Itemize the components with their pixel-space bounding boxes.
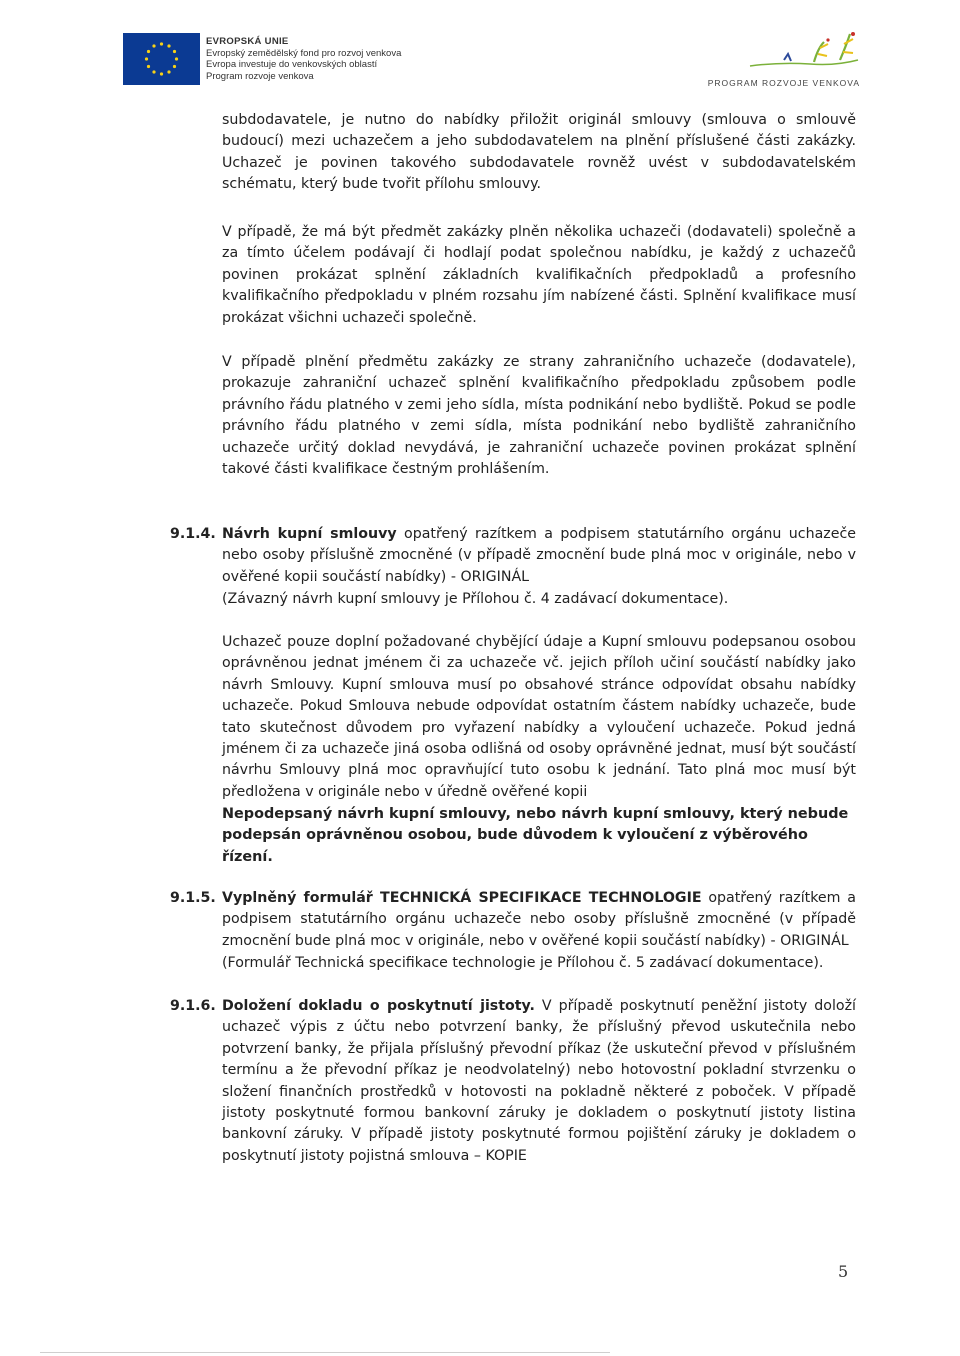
section-number-914: 9.1.4. [170,526,216,542]
page-number: 5 [838,1262,849,1281]
bottom-divider [40,1352,610,1353]
section-916-text: V případě poskytnutí peněžní jistoty doloží uchazeč výpis z účtu nebo potvrzení banky, že příslušný převod uskutečnila nebo potvrzení banky, že přijala příslušný převodní příkaz (že uskuteční převod v příslušném termínu a že převodní příkaz je neodvolatelný) nebo hotovostní pokladní stvrzenku o složení finančních prostředků v hotovosti na pokladně některé z poboček. V případě jistoty poskytnuté formou bankovní záruky je dokladem o poskytnutí jistoty listina bankovní záruky. V případě jistoty poskytnuté formou pojištění záruky je dokladem o poskytnutí jistoty pojistná smlouva – KOPIE [222,998,856,1164]
section-915-text: opatřený razítkem a podpisem statutárního orgánu uchazeče nebo osoby příslušně zmocněné (v případě zmocnění bude plná moc v originále, nebo v ověřené kopii součástí nabídky) - ORIGINÁL [222,890,856,949]
section-916-heading [222,996,856,1167]
section-914-heading [222,524,856,588]
section-915-note: (Formulář Technická specifikace technologie je Přílohou č. 5 zadávací dokumentace). [222,955,824,971]
program-label: PROGRAM ROZVOJE VENKOVA [707,78,860,88]
page-header [0,0,960,100]
section-914-note: (Závazný návrh kupní smlouvy je Přílohou č. 4 zadávací dokumentace). [222,591,729,607]
program-logo-figures-icon [740,30,860,72]
section-914-warning: Nepodepsaný návrh kupní smlouvy, nebo návrh kupní smlouvy, který nebude podepsán oprávněnou osobou, bude důvodem k vyloučení z výběrového řízení. [222,806,849,865]
paragraph-foreign-bidder: V případě plnění předmětu zakázky ze strany zahraničního uchazeče (dodavatele), prokazuje zahraniční uchazeč splnění kvalifikačního předpokladu způsobem podle právního řádu platného v zemi jeho sídla, místa podnikání nebo bydliště. Pokud se podle právního řádu platného v zemi sídla, místa podnikání nebo bydliště zahraničního uchazeče určitý doklad nevydává, je zahraniční uchazeče povinen prokázat splnění takové části kvalifikace čestným prohlášením. [222,354,856,478]
section-914-paragraph: Uchazeč pouze doplní požadované chybějící údaje a Kupní smlouvu podepsanou osobou oprávněnou jednat jménem či za uchazeče vč. jejich příloh učiní součástí nabídky jako návrh Smlouvy. Kupní smlouva musí po obsahové stránce odpovídat obsahu nabídky uchazeče. Pokud Smlouva nebude odpovídat ostatním částem nabídky uchazeče, bude tato skutečnost důvodem pro vyřazení nabídky a vyloučení uchazeče. Pokud jedná jménem či za uchazeče jiná osoba odlišná od osoby oprávněné jednat, musí být součástí návrhu Smlouvy plná moc opravňující tuto osobu k jednání. Tato plná moc musí být předložena v originále nebo v úředně ověřené kopii [222,634,856,800]
section-915-title: Vyplněný formulář TECHNICKÁ SPECIFIKACE TECHNOLOGIE [222,890,702,906]
section-914-text: opatřený razítkem a podpisem statutárního orgánu uchazeče nebo osoby příslušně zmocněné (v případě zmocnění bude plná moc v originále, nebo v ověřené kopii součástí nabídky) - ORIGINÁL [222,526,856,585]
eu-line-2: Evropský zemědělský fond pro rozvoj venkova [206,47,402,59]
section-914-title: Návrh kupní smlouvy [222,526,397,542]
eu-line-3: Evropa investuje do venkovských oblastí [206,59,378,71]
section-916-title: Doložení dokladu o poskytnutí jistoty. [222,998,535,1014]
paragraph-subcontractor: subdodavatele, je nutno do nabídky přiložit originál smlouvy (smlouva o smlouvě budoucí) mezi uchazečem a jeho subdodavatelem na plnění příslušené části zakázky. Uchazeč je povinen takového subdodavatele rovněž uvést v subdodavatelském schématu, který bude tvořit přílohu smlouvy. [222,112,856,193]
section-number-915: 9.1.5. [170,890,216,906]
eu-flag-logo [123,33,200,85]
section-915-heading [222,888,856,952]
eu-line-1: EVROPSKÁ UNIE [206,36,289,47]
paragraph-joint-bid: V případě, že má být předmět zakázky plněn několika uchazeči (dodavateli) společně a za tímto účelem podávají či hodlají podat společnou nabídku, je každý z uchazečů povinen prokázat splnění základních kvalifikačních předpokladů a profesního kvalifikačního předpokladu v plném rozsahu jím nabízené části. Splnění kvalifikace musí prokázat všichni uchazeči společně. [222,224,856,326]
eu-line-4: Program rozvoje venkova [206,70,314,82]
eu-funding-text [206,36,401,82]
section-number-916: 9.1.6. [170,998,216,1014]
program-logo [700,30,860,92]
